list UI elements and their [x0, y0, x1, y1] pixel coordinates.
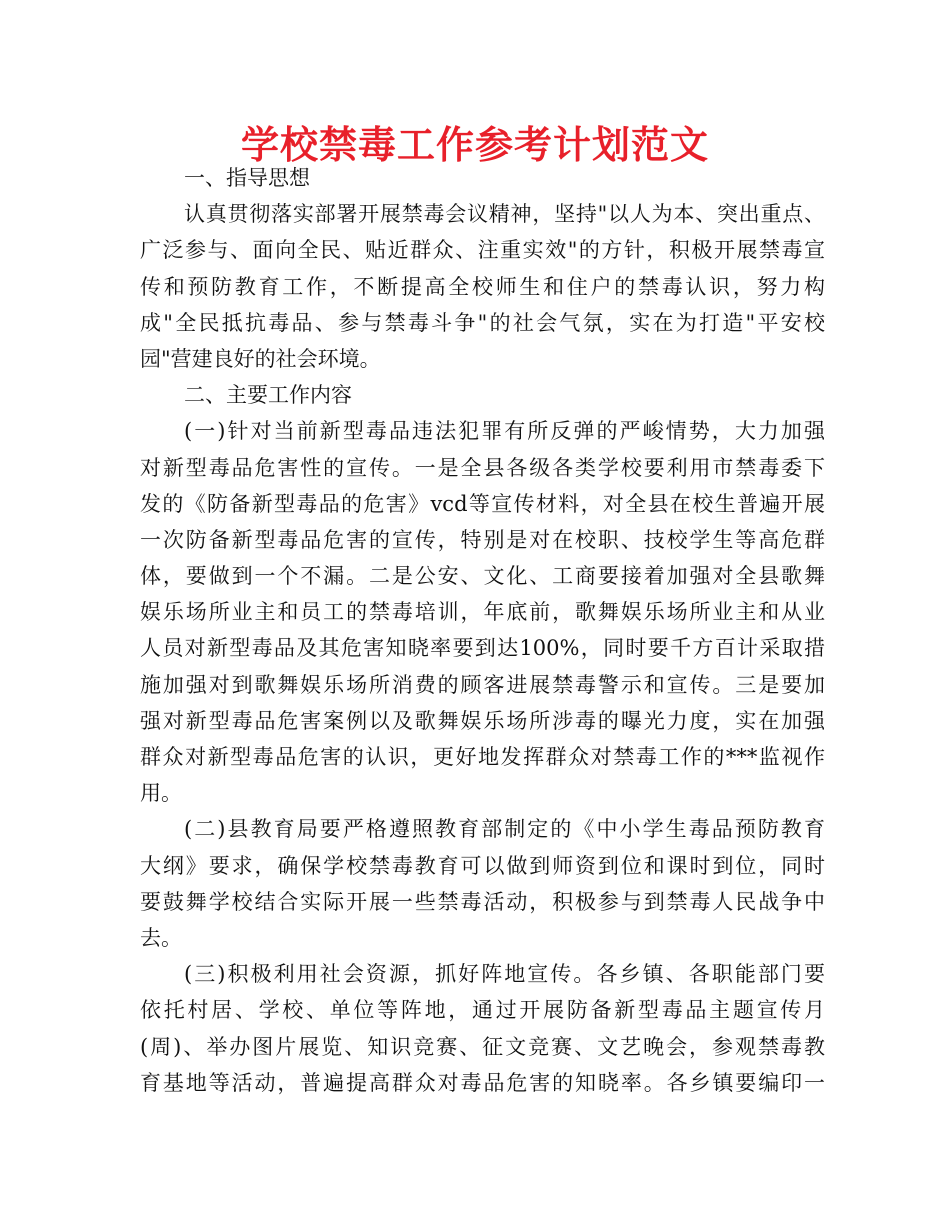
document-title: 学校禁毒工作参考计划范文 [240, 123, 709, 167]
text-line: 二、主要工作内容 [184, 383, 352, 408]
text-line: 强对新型毒品危害案例以及歌舞娱乐场所涉毒的曝光力度，实在加强 [140, 708, 825, 733]
text-line: 对新型毒品危害性的宣传。一是全县各级各类学校要利用市禁毒委下 [140, 455, 825, 480]
text-line: 人员对新型毒品及其危害知晓率要到达100%，同时要千方百计采取措 [140, 636, 825, 661]
document-body [140, 160, 825, 1101]
text-line: 育基地等活动，普遍提高群众对毒品危害的知晓率。各乡镇要编印一 [140, 1070, 825, 1095]
text-line: 群众对新型毒品危害的认识，更好地发挥群众对禁毒工作的***监视作 [140, 745, 825, 769]
text-line: 广泛参与、面向全民、贴近群众、注重实效"的方针，积极开展禁毒宣 [140, 238, 825, 263]
text-line: (三)积极利用社会资源，抓好阵地宣传。各乡镇、各职能部门要 [184, 962, 825, 987]
text-line: 一、指导思想 [184, 166, 310, 190]
text-line: 要鼓舞学校结合实际开展一些禁毒活动，积极参与到禁毒人民战争中 [140, 889, 825, 914]
text-line: 娱乐场所业主和员工的禁毒培训，年底前，歌舞娱乐场所业主和从业 [140, 600, 825, 625]
text-line: 一次防备新型毒品危害的宣传，特别是对在校职、技校学生等高危群 [140, 527, 825, 552]
text-line: (一)针对当前新型毒品违法犯罪有所反弹的严峻情势，大力加强 [184, 419, 825, 444]
text-line: 大纲》要求，确保学校禁毒教育可以做到师资到位和课时到位，同时 [140, 853, 825, 878]
text-line: 体，要做到一个不漏。二是公安、文化、工商要接着加强对全县歌舞 [140, 564, 825, 589]
text-line: 去。 [140, 925, 182, 950]
text-line: 认真贯彻落实部署开展禁毒会议精神，坚持"以人为本、突出重点、 [184, 202, 825, 227]
text-line: 发的《防备新型毒品的危害》vcd等宣传材料，对全县在校生普遍开展 [140, 491, 825, 516]
text-line: 成"全民抵抗毒品、参与禁毒斗争"的社会气氛，实在为打造"平安校 [140, 310, 825, 335]
text-line: 依托村居、学校、单位等阵地，通过开展防备新型毒品主题宣传月 [140, 998, 825, 1023]
text-line: (二)县教育局要严格遵照教育部制定的《中小学生毒品预防教育 [184, 817, 825, 842]
text-line: 施加强对到歌舞娱乐场所消费的顾客进展禁毒警示和宣传。三是要加 [140, 672, 825, 697]
text-line: 传和预防教育工作，不断提高全校师生和住户的禁毒认识，努力构 [140, 274, 825, 299]
text-line: (周)、举办图片展览、知识竞赛、征文竞赛、文艺晚会，参观禁毒教 [140, 1034, 825, 1059]
text-line: 园"营建良好的社会环境。 [140, 346, 381, 371]
text-line: 用。 [140, 781, 182, 806]
